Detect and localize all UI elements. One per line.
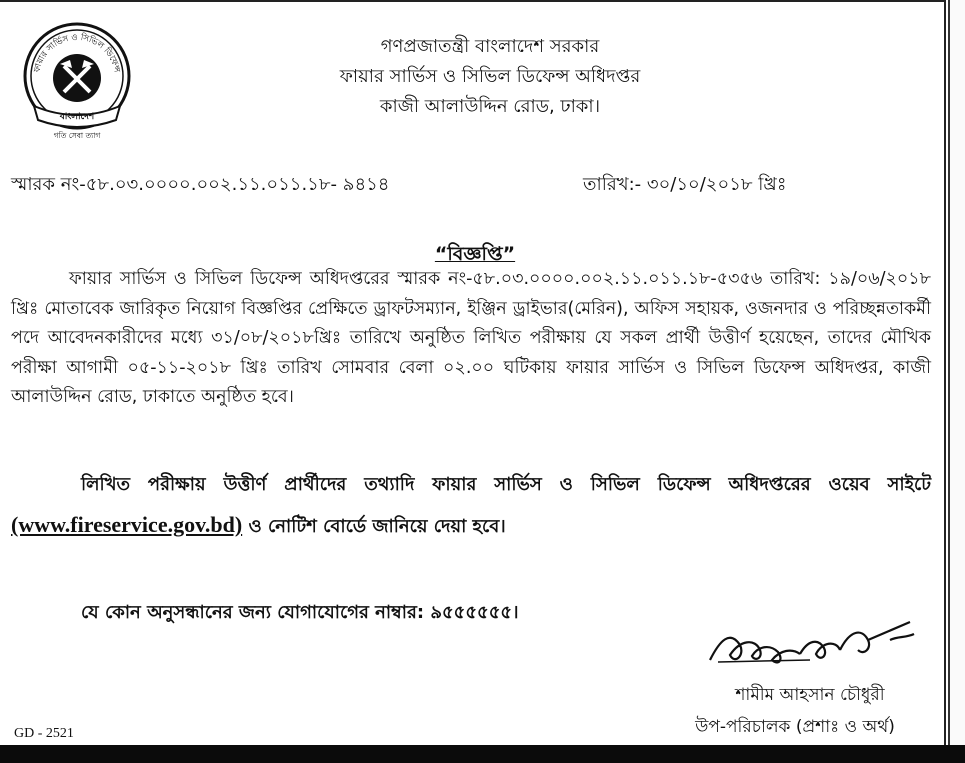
notice-website-paragraph bbox=[11, 465, 931, 547]
letterhead bbox=[230, 32, 750, 122]
signature bbox=[700, 610, 930, 680]
signer-name: শামীম আহসান চৌধুরী bbox=[735, 685, 885, 705]
contact-number: যে কোন অনুসন্ধানের জন্য যোগাযোগের নাম্বার: ৯৫৫৫৫৫৫। bbox=[81, 602, 519, 623]
website-link[interactable]: (www.fireservice.gov.bd) bbox=[11, 512, 243, 537]
fire-service-logo bbox=[14, 20, 140, 142]
memo-number: স্মারক নং-৫৮.০৩.০০০০.০০২.১১.০১১.১৮- ৯৪১৪ bbox=[11, 174, 390, 195]
gd-code: GD - 2521 bbox=[14, 726, 74, 741]
svg-text:বাংলাদেশ: বাংলাদেশ bbox=[59, 112, 95, 122]
website-text-after: ও নোটিশ বোর্ডে জানিয়ে দেয়া হবে। bbox=[242, 516, 506, 537]
notice-title: “বিজ্ঞপ্তি” bbox=[434, 243, 516, 265]
notice-body: ফায়ার সার্ভিস ও সিভিল ডিফেন্স অধিদপ্তরের স্মারক নং-৫৮.০৩.০০০০.০০২.১১.০১১.১৮-৫৩৫৬ তারিখ: ১৯/০৬/২০১৮ খ্রিঃ মোতাবেক জারিকৃত নিয়োগ বিজ্ঞপ্তির প্রেক্ষিতে ড্রাফটসম্যান, ইঞ্জিন ড্রাইভার(মেরিন), অফিস সহায়ক, ওজনদার ও পরিচ্ছন্নতাকর্মী পদে আবেদনকারীদের মধ্যে ৩১/০৮/২০১৮খ্রিঃ তারিখে অনুষ্ঠিত লিখিত পরীক্ষায় যে সকল প্রার্থী উত্তীর্ণ হয়েছেন, তাদের মৌখিক পরীক্ষা আগামী ০৫-১১-২০১৮ খ্রিঃ তারিখ সোমবার বেলা ০২.০০ ঘটিকায় ফায়ার সার্ভিস ও সিভিল ডিফেন্স অধিদপ্তর, কাজী আলাউদ্দিন রোড, ঢাকাতে অনুষ্ঠিত হবে। bbox=[11, 269, 931, 407]
memo-date: তারিখ:- ৩০/১০/২০১৮ খ্রিঃ bbox=[583, 174, 787, 195]
bottom-bar bbox=[0, 745, 965, 763]
office-address: কাজী আলাউদ্দিন রোড, ঢাকা। bbox=[379, 96, 601, 117]
svg-text:ফায়ার সার্ভিস ও সিভিল ডিফেন্স: ফায়ার সার্ভিস ও সিভিল ডিফেন্স bbox=[32, 32, 122, 74]
govt-name: গণপ্রজাতন্ত্রী বাংলাদেশ সরকার bbox=[380, 36, 600, 57]
svg-text:গতি সেবা ত্যাগ: গতি সেবা ত্যাগ bbox=[53, 131, 101, 140]
website-text-before: লিখিত পরীক্ষায় উত্তীর্ণ প্রার্থীদের তথ্যাদি ফায়ার সার্ভিস ও সিভিল ডিফেন্স অধিদপ্তরের ওয়েব সাইটে bbox=[81, 474, 931, 495]
right-edge bbox=[948, 0, 965, 745]
signer-designation: উপ-পরিচালক (প্রশাঃ ও অর্থ) bbox=[695, 717, 895, 737]
department-name: ফায়ার সার্ভিস ও সিভিল ডিফেন্স অধিদপ্তর bbox=[339, 66, 641, 87]
